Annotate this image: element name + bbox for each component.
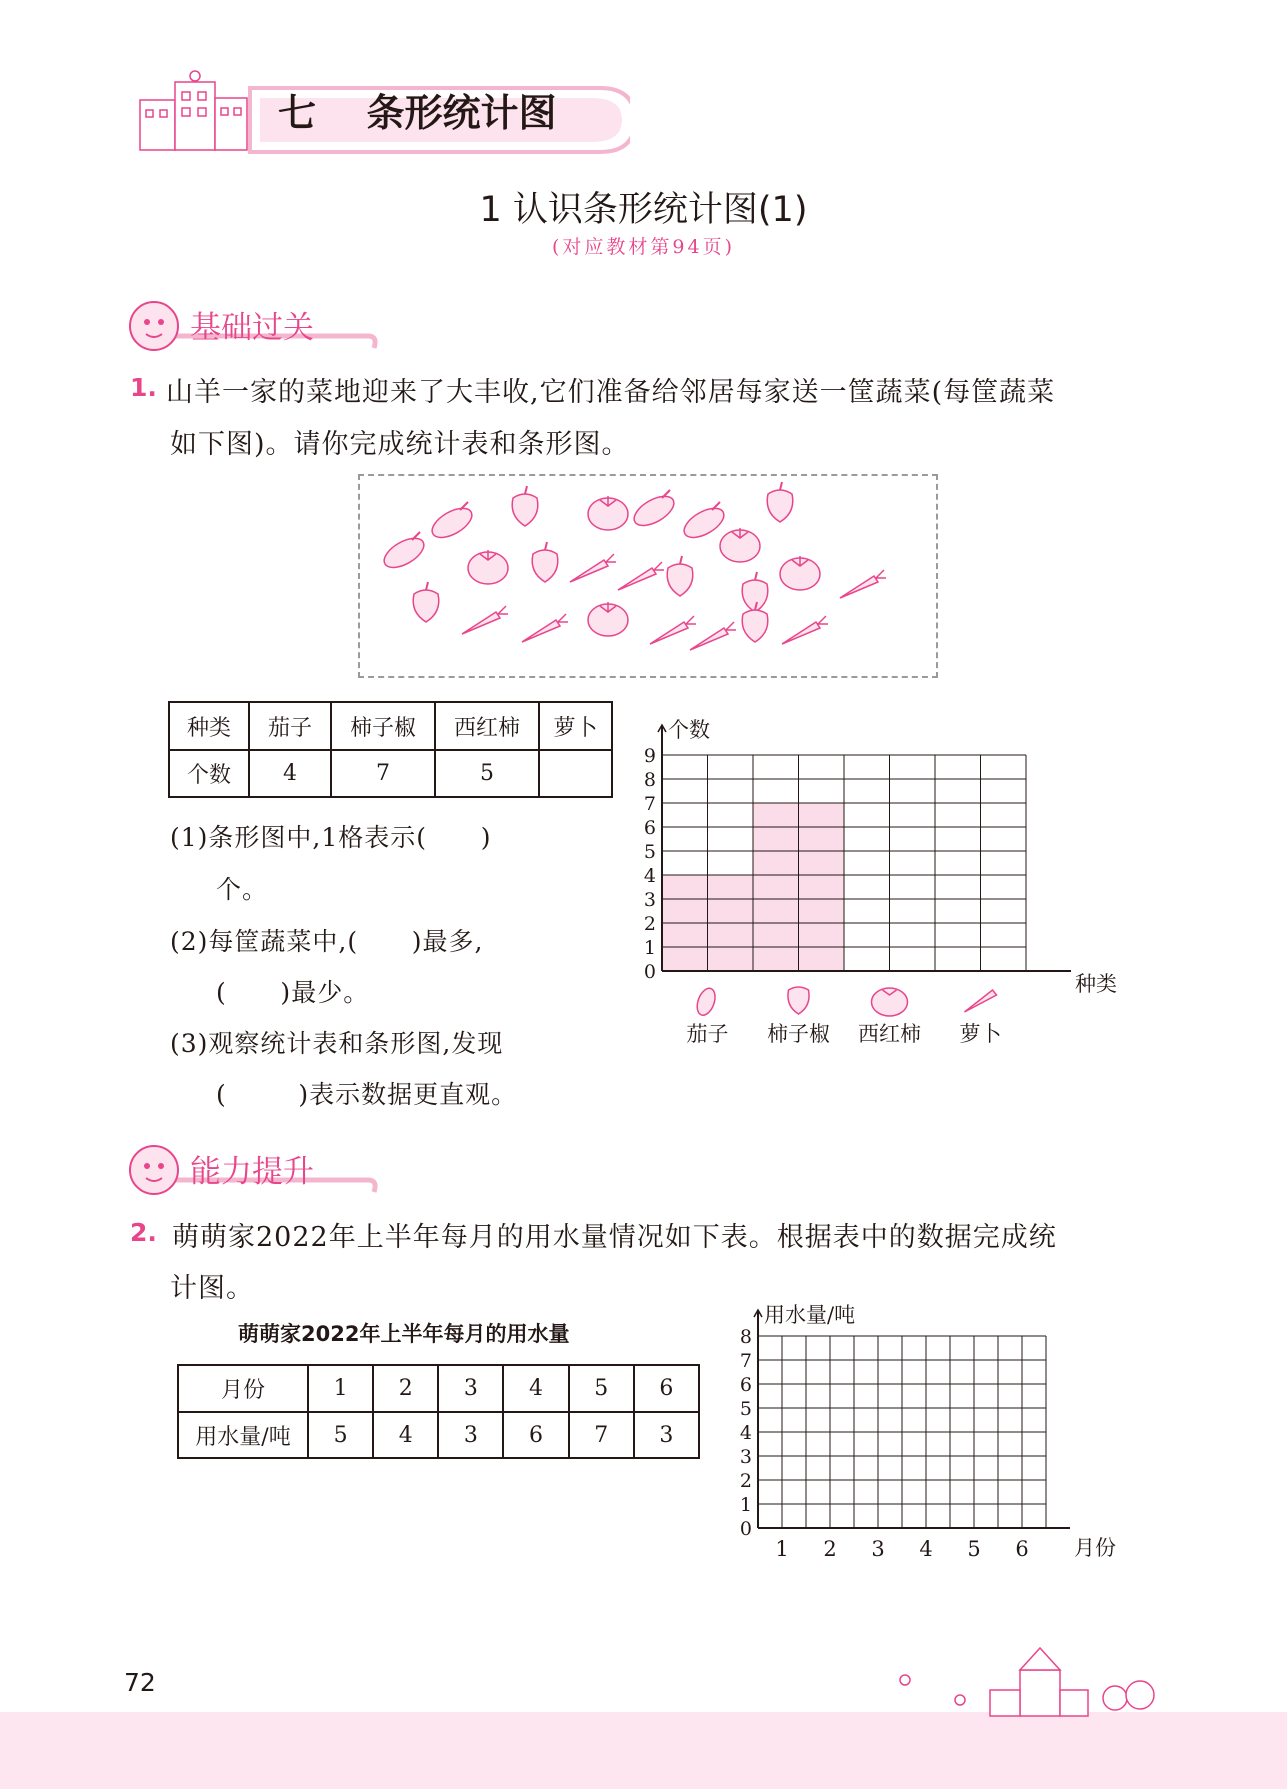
- y-tick-label: 1: [643, 937, 656, 959]
- eggplant-icon: [427, 502, 476, 543]
- pepper-icon: [413, 582, 439, 622]
- y-tick-label: 7: [643, 793, 656, 815]
- q2-table-cell: 6: [503, 1412, 568, 1458]
- x-axis-label: 月份: [1074, 1536, 1116, 1560]
- vegetable-picture: [358, 474, 938, 678]
- q2-table-cell: 3: [634, 1412, 699, 1458]
- castle-icon: [880, 1640, 1180, 1720]
- q2-table-row-label: 用水量/吨: [178, 1412, 308, 1458]
- q1-sub2-line1: (2)每筐蔬菜中,( )最多,: [170, 927, 484, 956]
- building-icon: [140, 71, 247, 150]
- q1-table-cell: 7: [331, 750, 435, 797]
- tomato-icon: [588, 496, 628, 530]
- q1-sub1-line1: (1)条形图中,1格表示( ): [170, 823, 492, 852]
- q2-table-cell: 2: [373, 1365, 438, 1412]
- y-tick-label: 5: [739, 1398, 752, 1420]
- x-category-label: 6: [1015, 1537, 1029, 1561]
- page-number: 72: [124, 1668, 156, 1697]
- eggplant-icon: [694, 986, 719, 1018]
- pepper-icon: [667, 556, 693, 596]
- vegetable-bar-chart: [630, 700, 1150, 1060]
- q2-table-cell: 3: [438, 1365, 503, 1412]
- carrot-icon: [690, 622, 736, 650]
- chapter-banner: [130, 70, 630, 160]
- carrot-icon: [462, 606, 508, 634]
- section-title-basic: 基础过关: [190, 310, 314, 346]
- tomato-icon: [780, 556, 820, 590]
- mascot-icon: [130, 1146, 178, 1194]
- y-tick-label: 4: [739, 1422, 752, 1444]
- y-tick-label: 4: [643, 865, 656, 887]
- y-tick-label: 1: [739, 1494, 752, 1516]
- x-category-label: 2: [823, 1537, 837, 1561]
- carrot-icon: [570, 554, 616, 582]
- pepper-icon: [767, 482, 793, 522]
- q1-sub1-line2: 个。: [216, 875, 269, 904]
- eggplant-icon: [629, 490, 678, 531]
- y-tick-label: 2: [739, 1470, 752, 1492]
- carrot-icon: [618, 562, 664, 590]
- q1-table-header: 茄子: [249, 702, 331, 750]
- chapter-number: 七: [278, 91, 317, 135]
- q2-number: 2.: [130, 1218, 157, 1247]
- chapter-title: 条形统计图: [366, 91, 557, 135]
- section-title-advanced: 能力提升: [190, 1154, 314, 1190]
- q2-table: [177, 1364, 700, 1459]
- q2-line2: 计图。: [170, 1273, 254, 1304]
- x-category-label: 茄子: [686, 1022, 729, 1046]
- x-category-label: 5: [967, 1537, 981, 1561]
- footer-band: [0, 1712, 1287, 1789]
- q1-table-header: 种类: [169, 702, 249, 750]
- mascot-icon: [130, 302, 178, 350]
- pepper-icon: [742, 602, 768, 642]
- x-category-label: 4: [919, 1537, 933, 1561]
- q1-table: [168, 701, 613, 798]
- pepper-icon: [532, 542, 558, 582]
- section-header-basic: [128, 296, 378, 354]
- q1-table-cell-blank[interactable]: [539, 750, 612, 797]
- y-tick-label: 8: [643, 769, 656, 791]
- q1-table-header: 萝卜: [539, 702, 612, 750]
- carrot-icon: [840, 570, 886, 598]
- q2-table-cell: 4: [503, 1365, 568, 1412]
- textbook-reference: (对应教材第94页): [551, 236, 735, 258]
- x-category-label: 1: [775, 1537, 789, 1561]
- y-tick-label: 9: [643, 745, 656, 767]
- q1-table-cell: 5: [435, 750, 539, 797]
- carrot-icon: [650, 616, 696, 644]
- eggplant-icon: [679, 502, 728, 543]
- tomato-icon: [468, 550, 508, 584]
- q2-table-cell: 7: [569, 1412, 634, 1458]
- y-tick-label: 8: [739, 1326, 752, 1348]
- q2-table-cell: 6: [634, 1365, 699, 1412]
- y-tick-label: 7: [739, 1350, 752, 1372]
- pepper-icon: [788, 987, 809, 1014]
- carrot-icon: [965, 990, 997, 1012]
- y-axis-label: 用水量/吨: [764, 1303, 856, 1327]
- x-category-label: 柿子椒: [767, 1022, 830, 1046]
- q2-line1: 萌萌家2022年上半年每月的用水量情况如下表。根据表中的数据完成统: [172, 1222, 1057, 1253]
- carrot-icon: [522, 614, 568, 642]
- q1-table-row-label: 个数: [169, 750, 249, 797]
- x-axis-label: 种类: [1075, 972, 1117, 996]
- q1-sub3-line2: ( )表示数据更直观。: [216, 1080, 518, 1109]
- q2-table-cell: 3: [438, 1412, 503, 1458]
- tomato-icon: [872, 988, 908, 1016]
- q2-table-cell: 5: [308, 1412, 373, 1458]
- chart-grid: [758, 1336, 1046, 1528]
- q2-table-cell: 4: [373, 1412, 438, 1458]
- lesson-title: 1 认识条形统计图(1): [479, 190, 808, 230]
- pepper-icon: [512, 486, 538, 526]
- water-usage-bar-chart[interactable]: [700, 1270, 1160, 1570]
- q1-table-cell: 4: [249, 750, 331, 797]
- x-category-label: 3: [871, 1537, 885, 1561]
- vegetable-icons: [360, 476, 936, 676]
- q1-number: 1.: [130, 373, 157, 402]
- q1-line2: 如下图)。请你完成统计表和条形图。: [170, 429, 630, 460]
- section-header-advanced: [128, 1140, 378, 1198]
- q1-line1: 山羊一家的菜地迎来了大丰收,它们准备给邻居每家送一筐蔬菜(每筐蔬菜: [166, 377, 1056, 408]
- tomato-icon: [588, 602, 628, 636]
- q1-table-header: 西红柿: [435, 702, 539, 750]
- tomato-icon: [720, 528, 760, 562]
- y-tick-label: 0: [739, 1518, 752, 1540]
- q2-table-cell: 5: [569, 1365, 634, 1412]
- q2-table-row-label: 月份: [178, 1365, 308, 1412]
- y-tick-label: 6: [739, 1374, 752, 1396]
- y-tick-label: 3: [739, 1446, 752, 1468]
- y-tick-label: 6: [643, 817, 656, 839]
- y-tick-label: 3: [643, 889, 656, 911]
- q1-table-header: 柿子椒: [331, 702, 435, 750]
- eggplant-icon: [379, 532, 428, 573]
- y-tick-label: 2: [643, 913, 656, 935]
- y-tick-label: 5: [643, 841, 656, 863]
- q2-table-title: 萌萌家2022年上半年每月的用水量: [238, 1322, 570, 1346]
- y-axis-label: 个数: [668, 718, 710, 742]
- x-category-label: 西红柿: [858, 1022, 921, 1046]
- y-tick-label: 0: [643, 961, 656, 983]
- x-category-label: 萝卜: [959, 1022, 1002, 1046]
- carrot-icon: [782, 616, 828, 644]
- q1-sub3-line1: (3)观察统计表和条形图,发现: [170, 1029, 504, 1058]
- q1-sub2-line2: ( )最少。: [216, 978, 370, 1007]
- q2-table-cell: 1: [308, 1365, 373, 1412]
